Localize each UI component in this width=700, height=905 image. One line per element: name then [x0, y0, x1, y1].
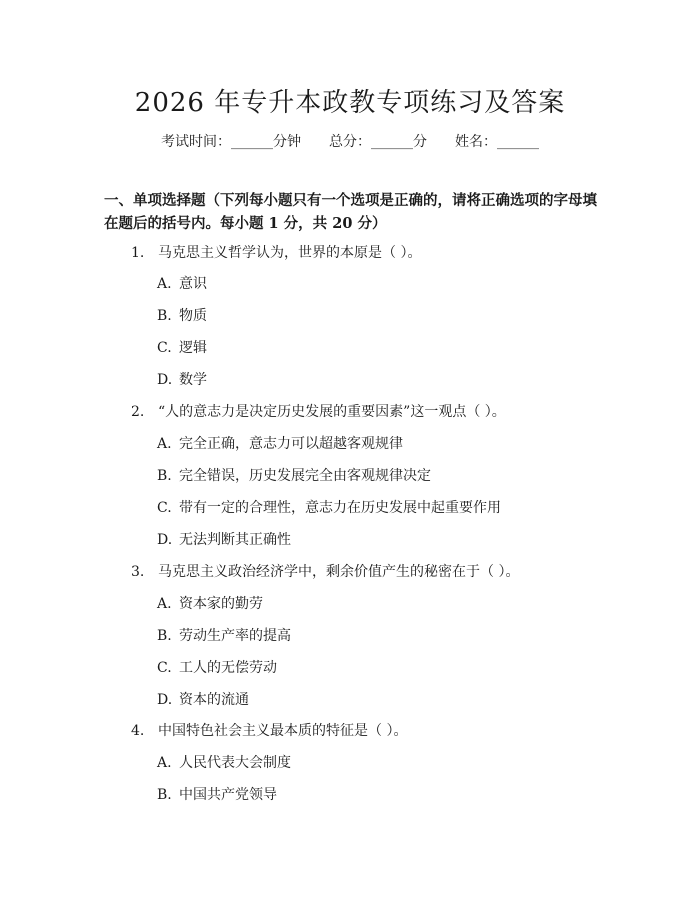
question-text: 中国特色社会主义最本质的特征是（ ）。: [158, 723, 408, 739]
question-4-option-a: [157, 753, 291, 773]
question-1-option-b: [157, 306, 207, 326]
option-letter: D.: [157, 532, 173, 548]
question-2-option-a: [157, 434, 403, 454]
question-3-option-b: [157, 626, 291, 646]
question-number: 4.: [131, 723, 145, 739]
option-letter: D.: [157, 692, 173, 708]
question-number: 1.: [131, 245, 145, 261]
option-text: 资本的流通: [179, 692, 249, 708]
question-3-option-d: [157, 690, 249, 710]
question-3: [131, 562, 519, 582]
option-letter: C.: [157, 500, 172, 516]
question-1-option-a: [157, 274, 207, 294]
exam-meta: [0, 131, 700, 151]
page-title: 2026 年专升本政教专项练习及答案: [134, 88, 566, 118]
question-2-option-b: [157, 466, 431, 486]
exam-time-field: 考试时间：______分钟: [161, 134, 301, 150]
option-text: 物质: [179, 308, 207, 324]
option-text: 无法判断其正确性: [179, 532, 291, 548]
question-2: [131, 402, 506, 422]
question-number: 3.: [131, 564, 145, 580]
option-letter: A.: [157, 755, 172, 771]
option-text: 意识: [179, 276, 207, 292]
question-2-option-c: [157, 498, 501, 518]
option-letter: B.: [157, 628, 172, 644]
option-text: 资本家的勤劳: [179, 596, 263, 612]
question-4: [131, 721, 407, 741]
option-letter: B.: [157, 308, 172, 324]
question-1-option-c: [157, 338, 207, 358]
option-text: 带有一定的合理性，意志力在历史发展中起重要作用: [179, 500, 501, 516]
option-text: 中国共产党领导: [179, 787, 277, 803]
section-heading: 一、单项选择题（下列每小题只有一个选项是正确的，请将正确选项的字母填在题后的括号内。每小题 1 分，共 20 分）: [104, 192, 597, 232]
question-text: “人的意志力是决定历史发展的重要因素”这一观点（ ）。: [158, 404, 506, 420]
option-letter: A.: [157, 436, 172, 452]
name-field: 姓名：______: [455, 134, 539, 150]
question-4-option-b: [157, 785, 277, 805]
option-text: 人民代表大会制度: [179, 755, 291, 771]
option-letter: B.: [157, 468, 172, 484]
question-3-option-a: [157, 594, 263, 614]
question-text: 马克思主义哲学认为，世界的本原是（ ）。: [158, 245, 422, 261]
option-letter: B.: [157, 787, 172, 803]
option-text: 完全正确，意志力可以超越客观规律: [179, 436, 403, 452]
total-score-field: 总分：______分: [329, 134, 427, 150]
option-text: 完全错误，历史发展完全由客观规律决定: [179, 468, 431, 484]
option-text: 劳动生产率的提高: [179, 628, 291, 644]
option-text: 数学: [179, 372, 207, 388]
question-3-option-c: [157, 658, 277, 678]
question-text: 马克思主义政治经济学中，剩余价值产生的秘密在于（ ）。: [158, 564, 520, 580]
option-letter: A.: [157, 596, 172, 612]
option-letter: C.: [157, 660, 172, 676]
option-letter: D.: [157, 372, 173, 388]
question-2-option-d: [157, 530, 291, 550]
option-text: 工人的无偿劳动: [179, 660, 277, 676]
option-text: 逻辑: [179, 340, 207, 356]
question-number: 2.: [131, 404, 145, 420]
question-1: [131, 243, 421, 263]
question-1-option-d: [157, 370, 207, 390]
option-letter: C.: [157, 340, 172, 356]
option-letter: A.: [157, 276, 172, 292]
